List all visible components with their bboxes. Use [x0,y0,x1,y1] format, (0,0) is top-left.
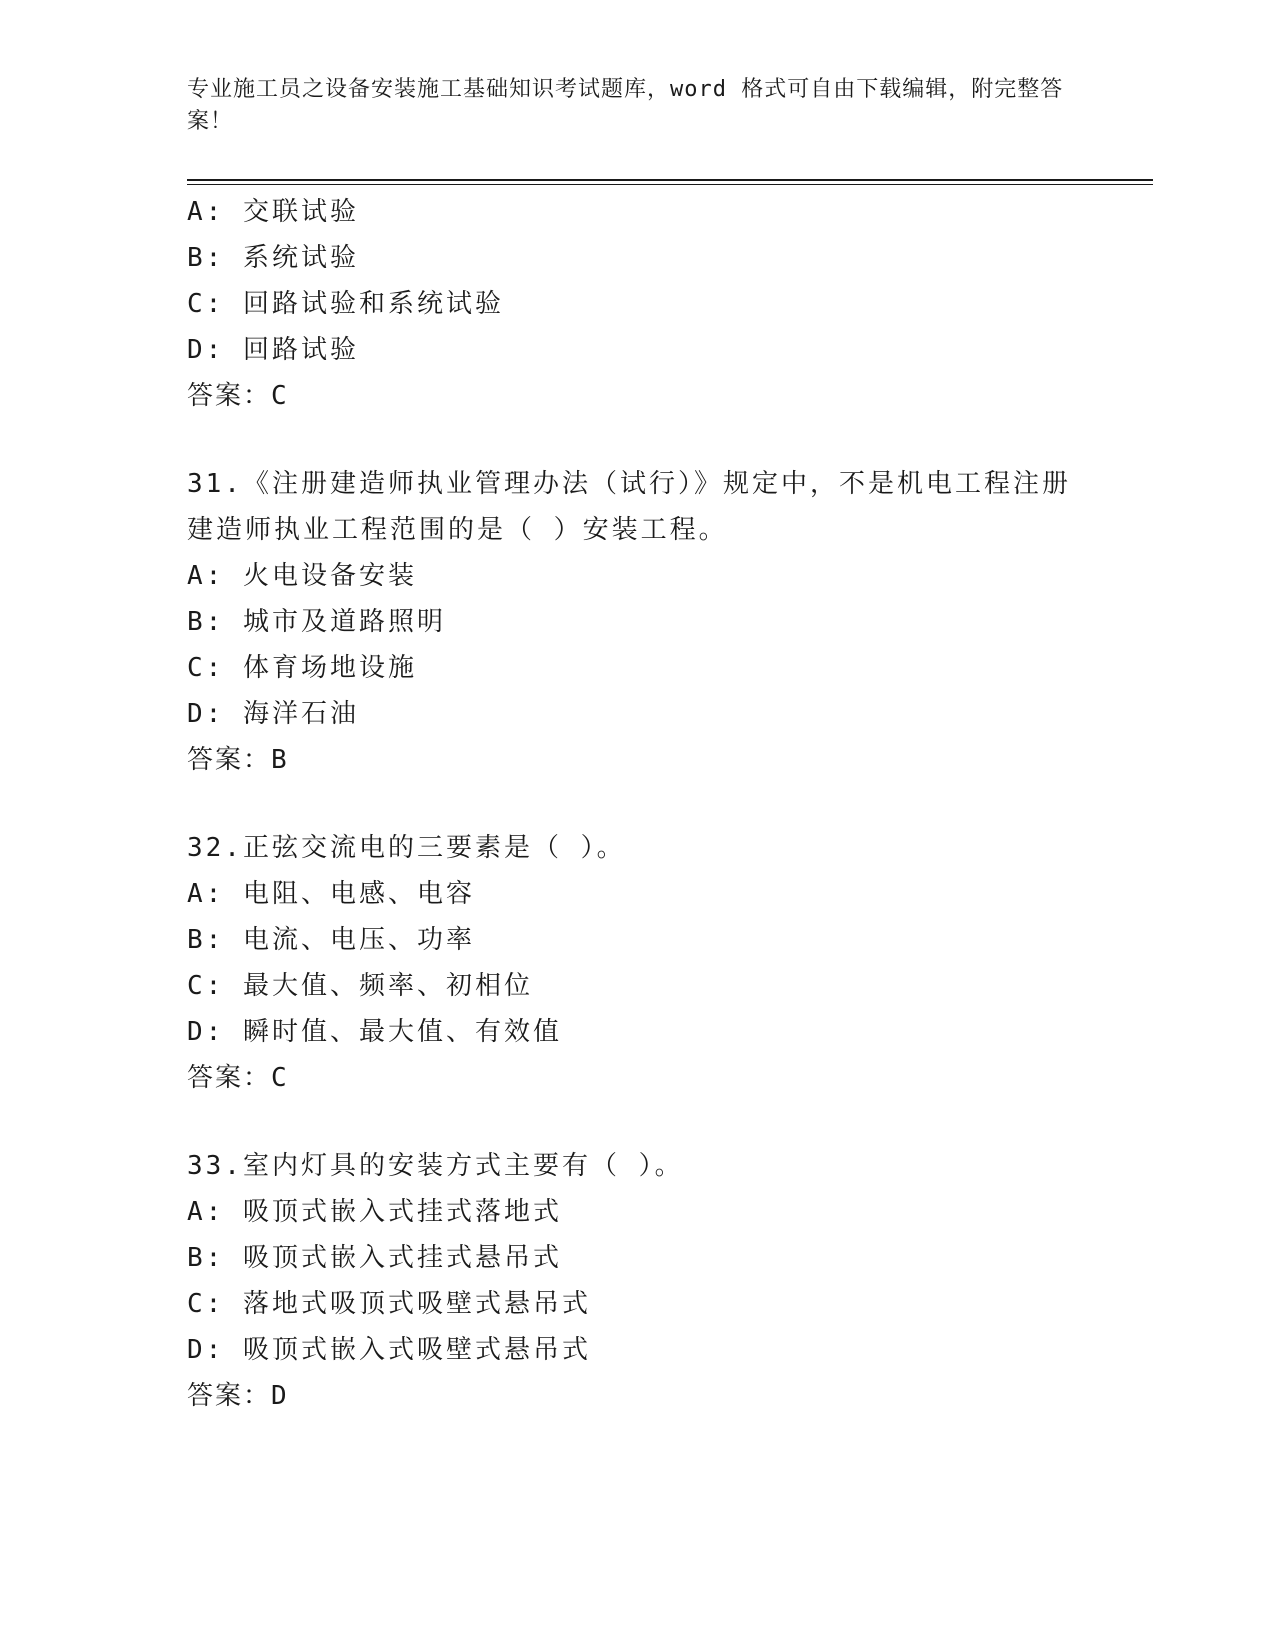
option-a: A: 电阻、电感、电容 [187,879,475,909]
option-c: C: 最大值、频率、初相位 [187,971,533,1001]
answer-line: 答案：B [187,745,289,775]
question-30-continued [187,189,1087,419]
question-list [187,189,1087,1419]
option-b: B: 城市及道路照明 [187,607,446,637]
option-b: B: 吸顶式嵌入式挂式悬吊式 [187,1243,562,1273]
option-c: C: 体育场地设施 [187,653,417,683]
option-d: D: 瞬时值、最大值、有效值 [187,1017,562,1047]
option-c: C: 回路试验和系统试验 [187,289,504,319]
question-32 [187,825,1087,1101]
question-text: 31.《注册建造师执业管理办法（试行）》规定中，不是机电工程注册 [187,469,1071,499]
header-divider-thick [187,179,1153,181]
option-a: A: 交联试验 [187,197,359,227]
option-b: B: 电流、电压、功率 [187,925,475,955]
answer-line: 答案：C [187,381,289,411]
question-33 [187,1143,1087,1419]
answer-line: 答案：D [187,1381,289,1411]
question-31 [187,461,1087,783]
option-a: A: 火电设备安装 [187,561,417,591]
option-c: C: 落地式吸顶式吸壁式悬吊式 [187,1289,591,1319]
document-header: 专业施工员之设备安装施工基础知识考试题库，word 格式可自由下载编辑，附完整答案！ [187,77,1064,134]
header-divider-thin [187,184,1153,185]
option-d: D: 海洋石油 [187,699,359,729]
spacer [187,419,1087,461]
option-b: B: 系统试验 [187,243,359,273]
answer-line: 答案：C [187,1063,289,1093]
option-d: D: 回路试验 [187,335,359,365]
option-d: D: 吸顶式嵌入式吸壁式悬吊式 [187,1335,591,1365]
question-text: 33.室内灯具的安装方式主要有（ ）。 [187,1151,684,1181]
question-text: 32.正弦交流电的三要素是（ ）。 [187,833,626,863]
spacer [187,783,1087,825]
option-a: A: 吸顶式嵌入式挂式落地式 [187,1197,562,1227]
question-text-continued: 建造师执业工程范围的是（ ）安装工程。 [187,515,728,545]
spacer [187,1101,1087,1143]
